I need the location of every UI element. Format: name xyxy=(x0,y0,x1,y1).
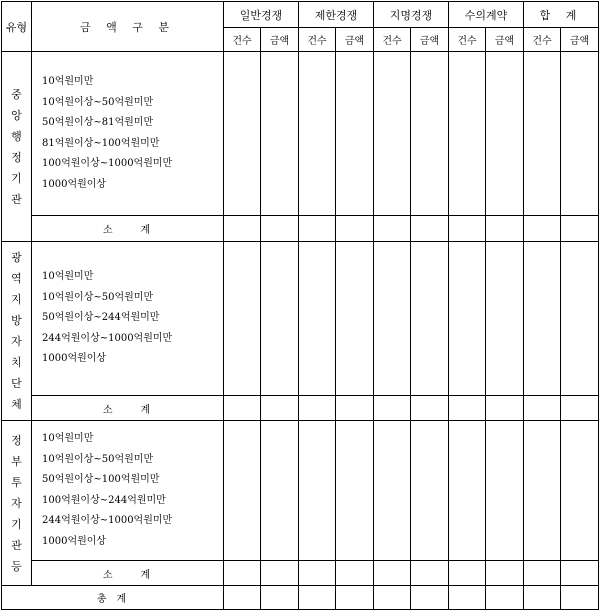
empty-cell xyxy=(374,52,411,216)
empty-cell xyxy=(336,242,374,396)
empty-cell xyxy=(299,561,336,586)
empty-cell xyxy=(411,52,449,216)
empty-cell xyxy=(261,421,299,561)
empty-cell xyxy=(411,396,449,421)
empty-cell xyxy=(336,396,374,421)
subtotal-row xyxy=(2,561,599,586)
amount-range-list xyxy=(32,421,224,561)
amount-range: 1000억원이상 xyxy=(42,178,107,190)
empty-cell xyxy=(261,396,299,421)
empty-cell xyxy=(261,586,299,610)
empty-cell xyxy=(561,52,599,216)
count-header: 건수 xyxy=(524,28,561,52)
empty-cell xyxy=(561,586,599,610)
amount-range: 10억원이상~50억원미만 xyxy=(42,96,154,108)
empty-cell xyxy=(336,216,374,242)
empty-cell xyxy=(524,216,561,242)
amount-range: 100억원이상~244억원미만 xyxy=(42,494,166,506)
amount-range: 100억원이상~1000억원미만 xyxy=(42,158,173,169)
section-metropolitan-governments-row xyxy=(2,242,599,396)
empty-cell xyxy=(561,216,599,242)
empty-cell xyxy=(449,396,486,421)
section-central-agencies-row xyxy=(2,52,599,216)
restricted-competition-header: 제한경쟁 xyxy=(299,2,374,28)
subtotal-row xyxy=(2,216,599,242)
general-competition-header: 일반경쟁 xyxy=(224,2,299,28)
value-header: 금액 xyxy=(336,28,374,52)
amount-range-list xyxy=(32,242,224,396)
empty-cell xyxy=(411,216,449,242)
empty-cell xyxy=(486,421,524,561)
empty-cell xyxy=(561,561,599,586)
empty-cell xyxy=(374,586,411,610)
empty-cell xyxy=(486,586,524,610)
empty-cell xyxy=(336,52,374,216)
empty-cell xyxy=(449,242,486,396)
empty-cell xyxy=(336,421,374,561)
grand-total-row xyxy=(2,586,599,610)
empty-cell xyxy=(449,216,486,242)
amount-range: 1000억원이상 xyxy=(42,535,107,547)
empty-cell xyxy=(336,561,374,586)
count-header: 건수 xyxy=(449,28,486,52)
empty-cell xyxy=(524,242,561,396)
empty-cell xyxy=(374,396,411,421)
value-header: 금액 xyxy=(411,28,449,52)
private-contract-header: 수의계약 xyxy=(449,2,524,28)
amount-range: 244억원이상~1000억원미만 xyxy=(42,515,173,526)
subtotal-row xyxy=(2,396,599,421)
amount-category-header: 금 액 구 분 xyxy=(32,2,224,52)
amount-range: 10억원미만 xyxy=(42,271,94,283)
empty-cell xyxy=(486,561,524,586)
empty-cell xyxy=(224,421,261,561)
empty-cell xyxy=(449,421,486,561)
amount-range: 10억원이상~50억원미만 xyxy=(42,291,154,303)
empty-cell xyxy=(486,216,524,242)
grand-total-label: 총 계 xyxy=(2,586,224,610)
empty-cell xyxy=(374,242,411,396)
amount-range: 10억원이상~50억원미만 xyxy=(42,453,154,465)
contract-statistics-table xyxy=(1,1,599,610)
empty-cell xyxy=(561,396,599,421)
count-header: 건수 xyxy=(374,28,411,52)
empty-cell xyxy=(486,242,524,396)
empty-cell xyxy=(261,242,299,396)
empty-cell xyxy=(299,586,336,610)
empty-cell xyxy=(411,561,449,586)
empty-cell xyxy=(374,216,411,242)
amount-range: 81억원이상~100억원미만 xyxy=(42,137,160,149)
empty-cell xyxy=(524,561,561,586)
empty-cell xyxy=(299,52,336,216)
count-header: 건수 xyxy=(224,28,261,52)
section-metropolitan-governments-label: 광 역 지 방 자 치 단 체 xyxy=(2,242,32,421)
empty-cell xyxy=(224,396,261,421)
empty-cell xyxy=(224,586,261,610)
count-header: 건수 xyxy=(299,28,336,52)
amount-range: 10억원미만 xyxy=(42,433,94,444)
empty-cell xyxy=(261,216,299,242)
empty-cell xyxy=(224,561,261,586)
amount-range-list xyxy=(32,52,224,216)
empty-cell xyxy=(524,586,561,610)
empty-cell xyxy=(411,586,449,610)
empty-cell xyxy=(524,396,561,421)
subtotal-label: 소 계 xyxy=(32,561,224,586)
empty-cell xyxy=(299,216,336,242)
empty-cell xyxy=(449,52,486,216)
amount-range: 50억원이상~100억원미만 xyxy=(42,474,160,485)
empty-cell xyxy=(561,421,599,561)
empty-cell xyxy=(374,421,411,561)
empty-cell xyxy=(299,242,336,396)
empty-cell xyxy=(449,561,486,586)
type-header: 유형 xyxy=(2,2,32,52)
empty-cell xyxy=(299,421,336,561)
section-central-agencies-label: 중 앙 행 정 기 관 xyxy=(2,52,32,242)
subtotal-label: 소 계 xyxy=(32,216,224,242)
empty-cell xyxy=(299,396,336,421)
empty-cell xyxy=(336,586,374,610)
amount-range: 10억원미만 xyxy=(42,76,94,87)
section-government-investment-row xyxy=(2,421,599,561)
value-header: 금액 xyxy=(261,28,299,52)
empty-cell xyxy=(524,52,561,216)
empty-cell xyxy=(411,242,449,396)
empty-cell xyxy=(224,216,261,242)
subtotal-label: 소 계 xyxy=(32,396,224,421)
empty-cell xyxy=(224,242,261,396)
empty-cell xyxy=(411,421,449,561)
designated-competition-header: 지명경쟁 xyxy=(374,2,449,28)
empty-cell xyxy=(374,561,411,586)
empty-cell xyxy=(486,52,524,216)
amount-range: 1000억원이상 xyxy=(42,353,107,365)
amount-range: 50억원이상~81억원미만 xyxy=(42,117,154,128)
amount-range: 244억원이상~1000억원미만 xyxy=(42,332,173,344)
empty-cell xyxy=(561,242,599,396)
empty-cell xyxy=(224,52,261,216)
empty-cell xyxy=(261,561,299,586)
empty-cell xyxy=(524,421,561,561)
empty-cell xyxy=(486,396,524,421)
header-row-groups xyxy=(2,2,599,28)
empty-cell xyxy=(261,52,299,216)
total-header: 합 계 xyxy=(524,2,599,28)
section-government-investment-label: 정 부 투 자 기 관 등 xyxy=(2,421,32,586)
amount-range: 50억원이상~244억원미만 xyxy=(42,312,160,324)
value-header: 금액 xyxy=(486,28,524,52)
empty-cell xyxy=(449,586,486,610)
value-header: 금액 xyxy=(561,28,599,52)
